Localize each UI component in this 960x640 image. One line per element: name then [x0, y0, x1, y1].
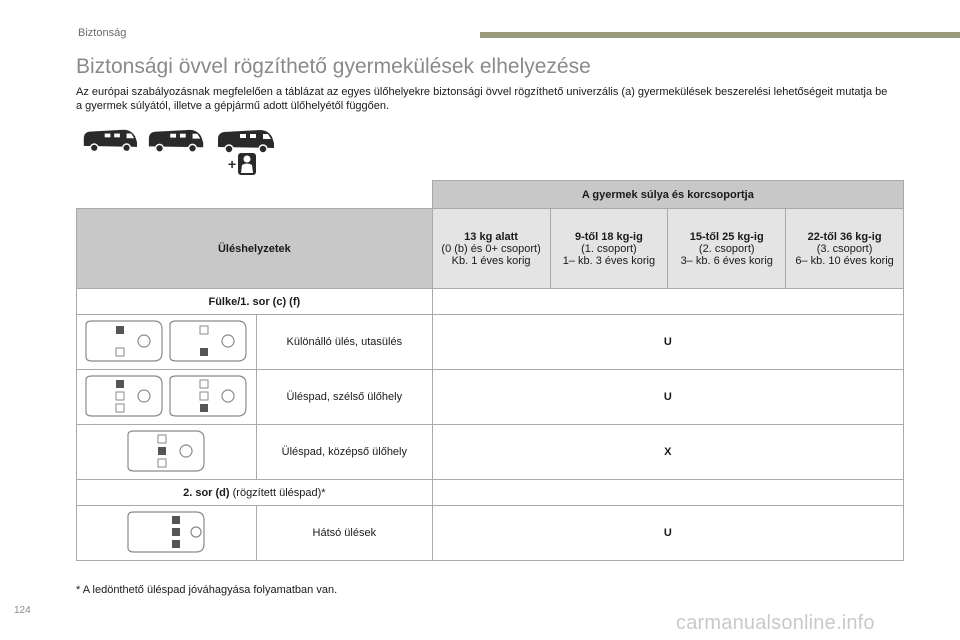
row-value: X	[432, 425, 903, 480]
seat-diagram-cell	[77, 315, 257, 370]
seat-layout-icon	[82, 319, 250, 363]
weight-column-3	[668, 209, 786, 289]
weight-age: Kb. 1 éves korig	[451, 254, 531, 267]
footnote: * A ledönthető üléspad jóváhagyása folyamatban van.	[76, 584, 338, 596]
vehicle-icons	[80, 125, 285, 177]
seat-diagram-cell	[77, 425, 257, 480]
seat-diagram-cell	[77, 370, 257, 425]
weight-age: 3– kb. 6 éves korig	[680, 254, 773, 267]
weight-age: 1– kb. 3 éves korig	[562, 254, 656, 267]
child-seat-table	[76, 180, 904, 561]
weight-column-4	[786, 209, 904, 289]
page-number: 124	[14, 605, 31, 616]
weight-column-1	[432, 209, 550, 289]
section-row-2-empty	[432, 480, 903, 506]
weight-label: 15-től 25 kg-ig	[689, 230, 764, 243]
intro-paragraph: Az európai szabályozásnak megfelelően a táblázat az egyes ülőhelyekre biztonsági övvel rögzíthető univerzális (a) gyermekülések beszerelési lehetőségeit mutatja be a gyermek súlyától, illetve a gépjármű adott ülőhelyétől függően.	[76, 86, 888, 112]
weight-desc: (0 (b) és 0+ csoport)	[441, 242, 541, 255]
row-label: Hátsó ülések	[256, 506, 432, 561]
row-value: U	[432, 315, 903, 370]
weight-label: 9-től 18 kg-ig	[574, 230, 643, 243]
row-label: Üléspad, középső ülőhely	[256, 425, 432, 480]
weight-column-2	[550, 209, 668, 289]
seat-layout-icon	[124, 510, 208, 554]
weight-label: 22-től 36 kg-ig	[807, 230, 882, 243]
weight-desc: (1. csoport)	[581, 242, 637, 255]
weight-age: 6– kb. 10 éves korig	[795, 254, 894, 267]
seat-diagram-cell	[77, 506, 257, 561]
section-row-1-empty	[432, 289, 903, 315]
weight-desc: (2. csoport)	[698, 242, 755, 255]
weight-desc: (3. csoport)	[816, 242, 873, 255]
van-long-icon	[218, 130, 274, 153]
row-header: Üléshelyzetek	[77, 209, 433, 289]
row-value: U	[432, 506, 903, 561]
seat-layout-icon	[124, 429, 208, 473]
row-value: U	[432, 370, 903, 425]
row-label: Különálló ülés, utasülés	[256, 315, 432, 370]
table-corner	[77, 181, 433, 209]
weight-label: 13 kg alatt	[464, 230, 518, 243]
section-row-2	[77, 480, 433, 506]
svg-text:+: +	[228, 156, 237, 172]
page-title: Biztonsági övvel rögzíthető gyermekülések elhelyezése	[76, 55, 591, 78]
section-bar	[480, 32, 960, 38]
child-seat-plus-icon	[228, 153, 256, 175]
section-row-1: Fülke/1. sor (c) (f)	[77, 289, 433, 315]
watermark: carmanualsonline.info	[676, 612, 875, 634]
section-row-2-rest: (rögzített üléspad)*	[229, 486, 326, 499]
van-short-icon	[84, 130, 137, 152]
group-header: A gyermek súlya és korcsoportja	[432, 181, 903, 209]
section-label: Biztonság	[78, 27, 127, 39]
seat-layout-icon	[82, 374, 250, 418]
section-row-2-bold: 2. sor (d)	[183, 486, 230, 499]
van-medium-icon	[149, 130, 203, 152]
row-label: Üléspad, szélső ülőhely	[256, 370, 432, 425]
